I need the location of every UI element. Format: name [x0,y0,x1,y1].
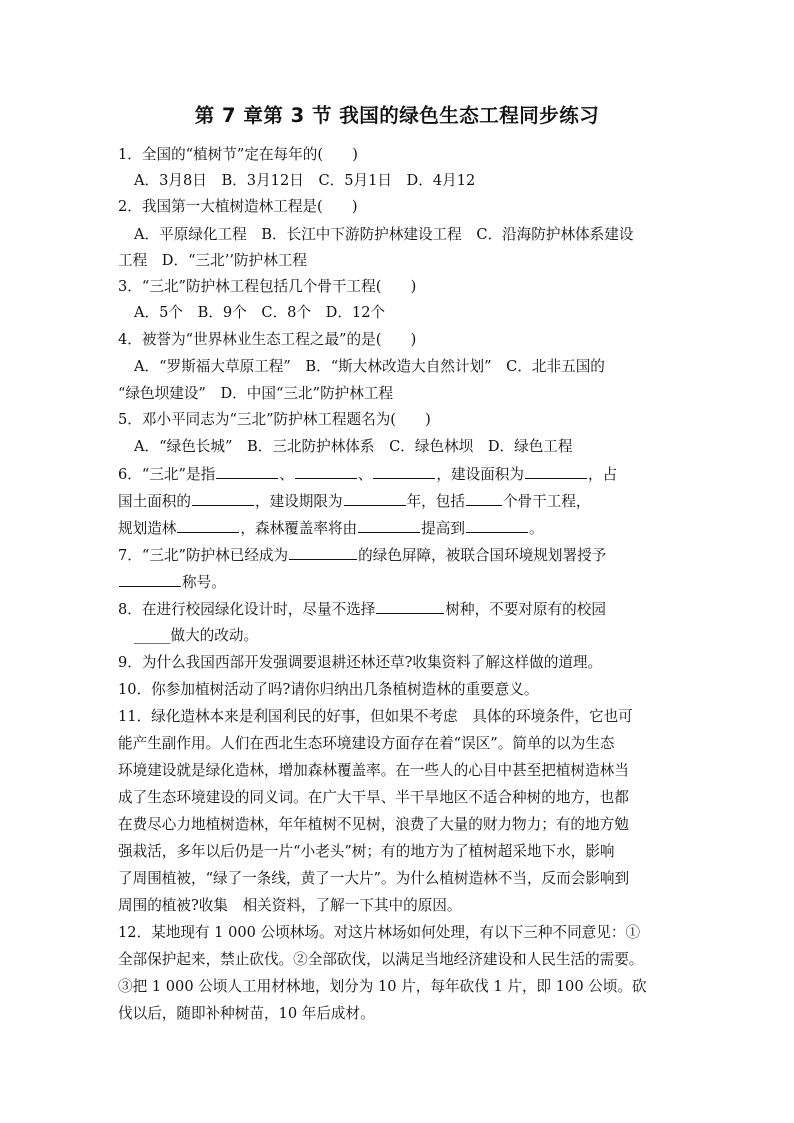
question-3: 3．“三北”防护林工程包括几个骨干工程( ) [118,278,417,295]
answer-blank[interactable] [373,461,435,479]
question-12-line-1: 12．某地现有 1 000 公顷林场。对这片林场如何处理，有以下三种不同意见：① [118,924,641,941]
answer-blank[interactable] [358,515,420,533]
question-4-options: A．“罗斯福大草原工程” B．“斯大林改造大自然计划” C．北非五国的 [134,358,605,375]
question-2-options-cont: 工程 D．“三北’’防护林工程 [118,252,307,269]
question-7-line-1 [118,542,606,568]
answer-blank[interactable] [119,569,181,587]
question-6-text: 提高到 [421,520,465,537]
answer-blank[interactable] [295,461,357,479]
question-5-options: A．“绿色长城” B．三北防护林体系 C．绿色林坝 D．绿色工程 [134,438,573,455]
question-10: 10．你参加植树活动了吗?请你归纳出几条植树造林的重要意义。 [118,681,539,698]
question-6-text: 。 [528,520,544,537]
question-12-line-4: 伐以后，随即补种树苗，10 年后成材。 [118,1005,375,1022]
question-6-text: 国土面积的 [118,493,191,510]
question-4-options-cont: “绿色坝建设” D．中国“三北”防护林工程 [118,385,394,402]
question-2: 2．我国第一大植树造林工程是( ) [118,198,358,215]
question-7-text: 称号。 [182,574,226,591]
answer-blank[interactable] [216,461,278,479]
answer-blank[interactable] [177,515,239,533]
answer-blank[interactable] [289,542,357,560]
question-6-line-2 [118,488,591,514]
question-12-line-2: 全部保护起来，禁止砍伐。②全部砍伐，以满足当地经济建设和人民生活的需要。 [118,951,644,968]
question-8-line-2: _____做大的改动。 [134,627,259,644]
question-7-text: 的绿色屏障，被联合国环境规划署授予 [358,547,607,564]
answer-blank[interactable] [525,461,587,479]
question-6-text: 、 [279,466,294,483]
question-6-line-1 [118,461,617,487]
answer-blank[interactable] [344,488,406,506]
question-5: 5．邓小平同志为“三北”防护林工程题名为( ) [118,411,431,428]
question-8-line-1 [118,596,606,622]
question-4: 4．被誉为“世界林业生态工程之最”的是( ) [118,331,417,348]
question-9: 9．为什么我国西部开发强调要退耕还林还草?收集资料了解这样做的道理。 [118,654,603,671]
question-6-line-3 [118,515,544,541]
question-11-line-1: 11．绿化造林本来是利国利民的好事，但如果不考虑 具体的环境条件，它也可 [118,708,633,725]
question-1: 1．全国的“植树节”定在每年的( ) [118,146,358,163]
question-11-line-8: 周围的植被?收集 相关资料，了解一下其中的原因。 [118,897,462,914]
question-8-text: 8．在进行校园绿化设计时，尽量不选择 [118,601,376,618]
question-6-text: ，占 [587,466,618,483]
answer-blank[interactable] [466,488,502,506]
question-6-text: 个骨干工程， [502,493,591,510]
question-3-options: A．5个 B．9个 C．8个 D．12个 [134,304,386,321]
question-6-text: 6．“三北”是指 [118,466,216,483]
question-6-text: 年，包括 [406,493,465,510]
question-6-text: 、 [357,466,373,483]
question-8-text: 树种，不要对原有的校园 [445,601,606,618]
answer-blank[interactable] [376,596,444,614]
question-6-text: ，建设面积为 [436,466,524,483]
answer-blank[interactable] [466,515,528,533]
question-6-text: ，建设期限为 [254,493,343,510]
question-11-line-5: 在费尽心力地植树造林，年年植树不见树，浪费了大量的财力物力；有的地方勉 [118,816,629,833]
question-11-line-6: 强栽活，多年以后仍是一片“小老头”树；有的地方为了植树超采地下水，影响 [118,843,615,860]
question-12-line-3: ③把 1 000 公顷人工用材林地，划分为 10 片，每年砍伐 1 片，即 100 公顷。砍 [118,978,647,995]
question-6-text: 规划造林 [118,520,177,537]
question-7-line-2 [118,569,226,595]
question-1-options: A．3月8日 B．3月12日 C．5月1日 D．4月12 [134,172,476,189]
question-7-text: 7．“三北”防护林已经成为 [118,547,289,564]
page-title: 第 7 章第 3 节 我国的绿色生态工程同步练习 [194,104,600,127]
question-2-options: A．平原绿化工程 B．长江中下游防护林建设工程 C．沿海防护林体系建设 [134,226,634,243]
question-11-line-4: 成了生态环境建设的同义词。在广大干旱、半干旱地区不适合种树的地方，也都 [118,789,629,806]
question-11-line-2: 能产生副作用。人们在西北生态环境建设方面存在着“误区”。简单的以为生态 [118,735,615,752]
answer-blank[interactable] [192,488,254,506]
question-11-line-7: 了周围植被，“绿了一条线，黄了一大片”。为什么植树造林不当，反而会影响到 [118,870,630,887]
question-6-text: ，森林覆盖率将由 [240,520,358,537]
question-11-line-3: 环境建设就是绿化造林，增加森林覆盖率。在一些人的心目中甚至把植树造林当 [118,762,629,779]
